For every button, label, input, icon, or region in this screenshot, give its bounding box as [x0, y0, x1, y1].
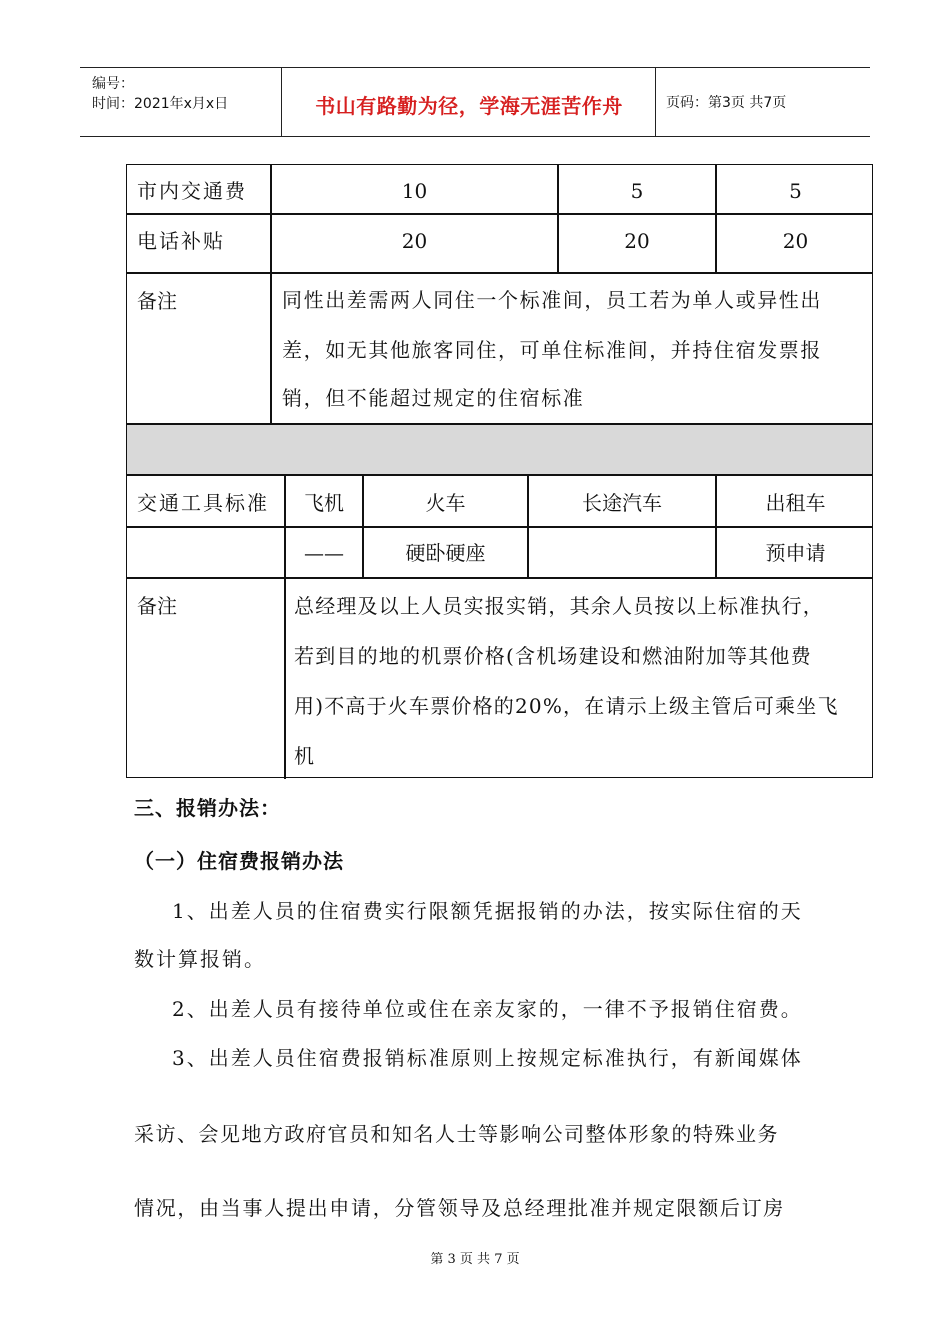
table-header-cell: 长途汽车: [582, 491, 662, 515]
remark-line: 用)不高于火车票价格的20%，在请示上级主管后可乘坐飞: [294, 694, 839, 718]
remark-line: 销，但不能超过规定的住宿标准: [282, 386, 585, 410]
table-header-cell: 火车: [425, 491, 466, 515]
table-separator-band: [127, 424, 872, 474]
table-rule: [284, 474, 286, 779]
section-title: 三、报销办法：: [134, 796, 281, 820]
remark-text: [282, 275, 872, 423]
header-divider: [281, 68, 282, 136]
table-rule: [127, 213, 872, 215]
table-cell: 5: [789, 179, 802, 203]
table-cell: 硬卧硬座: [405, 541, 486, 565]
paragraph-line: 情况，由当事人提出申请，分管领导及总经理批准并规定限额后订房: [134, 1196, 785, 1220]
table-cell: 10: [401, 179, 428, 203]
paragraph-line: 数计算报销。: [134, 947, 266, 971]
paragraph-line: 3、出差人员住宿费报销标准原则上按规定标准执行，有新闻媒体: [172, 1046, 803, 1070]
page-header: [80, 67, 870, 137]
table-header-cell: 出租车: [765, 491, 826, 515]
paragraph-line: 2、出差人员有接待单位或住在亲友家的，一律不予报销住宿费。: [172, 997, 803, 1021]
subsection-title: （一）住宿费报销办法: [134, 849, 344, 873]
header-page-number: 页码：第3页 共7页: [666, 95, 787, 111]
number-label: 编号：: [92, 76, 134, 92]
remark-label: 备注: [137, 289, 177, 313]
table-cell: 20: [401, 229, 428, 253]
remark-line: 机: [294, 744, 316, 768]
time-label: 时间：2021年x月x日: [92, 96, 229, 112]
row-label-local-transport: 市内交通费: [137, 179, 247, 203]
header-divider: [655, 68, 656, 136]
table-rule: [127, 577, 872, 579]
remark-text: [294, 581, 874, 781]
table-cell: 5: [630, 179, 644, 203]
table-cell: 20: [624, 229, 650, 253]
table-rule: [127, 526, 872, 528]
row-label-phone-allowance: 电话补贴: [137, 229, 225, 253]
remark-line: 差，如无其他旅客同住，可单住标准间，并持住宿发票报: [282, 338, 822, 362]
table-cell: 20: [782, 229, 809, 253]
remark-line: 总经理及以上人员实报实销，其余人员按以上标准执行，: [294, 594, 824, 618]
table-cell: ——: [304, 541, 344, 565]
standards-table: [126, 164, 873, 778]
paragraph-line: 1、出差人员的住宿费实行限额凭据报销的办法，按实际住宿的天: [172, 899, 803, 923]
header-motto: 书山有路勤为径，学海无涯苦作舟: [315, 94, 623, 118]
header-meta: [92, 74, 228, 114]
remark-line: 若到目的地的机票价格(含机场建设和燃油附加等其他费: [294, 644, 812, 668]
paragraph-line: 采访、会见地方政府官员和知名人士等影响公司整体形象的特殊业务: [134, 1122, 779, 1146]
transport-standard-label: 交通工具标准: [137, 491, 269, 515]
table-cell: 预申请: [765, 541, 826, 565]
table-header-cell: 飞机: [304, 491, 344, 515]
table-rule: [127, 474, 872, 476]
page-footer: 第 3 页 共 7 页: [430, 1252, 520, 1267]
table-rule: [127, 272, 872, 274]
table-rule: [527, 474, 529, 577]
remark-label: 备注: [137, 594, 177, 618]
remark-line: 同性出差需两人同住一个标准间，员工若为单人或异性出: [282, 288, 822, 312]
table-rule: [127, 423, 872, 425]
